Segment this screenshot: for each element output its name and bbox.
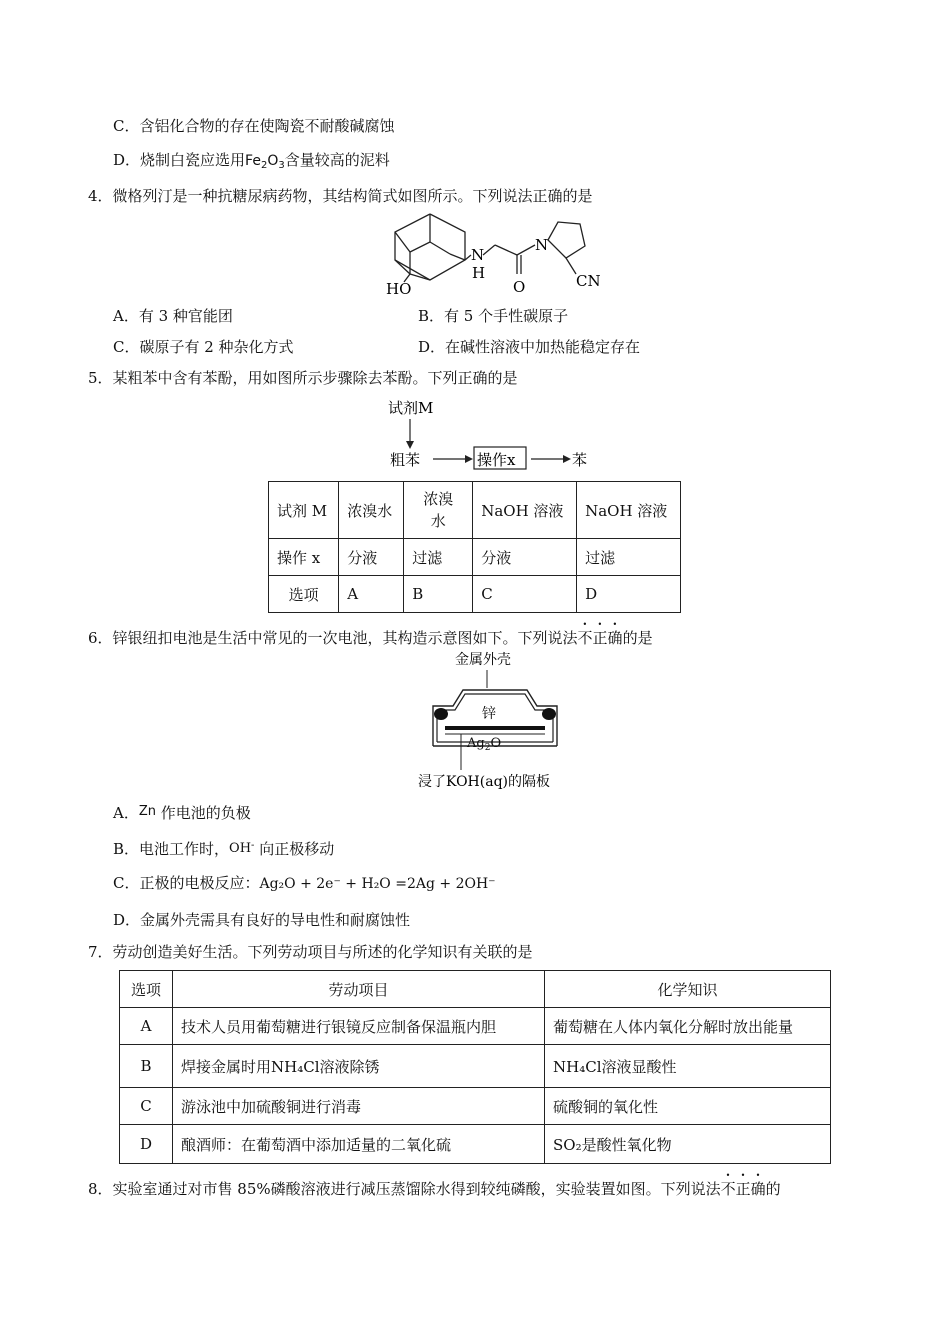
q5-flow-diagram xyxy=(385,395,605,475)
table-cell: 试剂 M xyxy=(269,482,339,539)
svg-text:操作x: 操作x xyxy=(477,451,516,469)
table-cell: 焊接金属时用NH₄Cl溶液除锈 xyxy=(173,1045,545,1088)
svg-text:Ag2O: $Ag_2O$ xyxy=(467,736,502,753)
q4-option-d: D．在碱性溶液中加热能稳定存在 xyxy=(418,338,641,356)
table-cell: 技术人员用葡萄糖进行银镜反应制备保温瓶内胆 xyxy=(173,1008,545,1045)
q4-stem: 4．微格列汀是一种抗糖尿病药物，其结构简式如图所示。下列说法正确的是 xyxy=(88,187,593,205)
table-cell: 选项 xyxy=(269,576,339,613)
svg-text:N: N xyxy=(535,236,549,254)
q6-option-a: A．Zn 作电池的负极 xyxy=(113,804,251,822)
table-cell: D xyxy=(577,576,681,613)
table-cell: 浓溴 水 xyxy=(404,482,473,539)
table-row xyxy=(120,1088,831,1125)
table-cell: 操作 x xyxy=(269,539,339,576)
table-cell: B xyxy=(404,576,473,613)
table-cell: 酿酒师：在葡萄酒中添加适量的二氧化硫 xyxy=(173,1125,545,1164)
svg-text:O: O xyxy=(513,278,526,296)
q6-option-b: B．电池工作时，OH- 向正极移动 xyxy=(113,840,335,858)
q5-stem: 5．某粗苯中含有苯酚，用如图所示步骤除去苯酚。下列正确的是 xyxy=(88,369,518,387)
q6-option-c: C．正极的电极反应：Ag₂O + 2e⁻ + H₂O =2Ag + 2OH⁻ xyxy=(113,874,496,892)
table-cell: NH₄Cl溶液显酸性 xyxy=(545,1045,831,1088)
table-cell: D xyxy=(120,1125,173,1164)
svg-text:试剂M: 试剂M xyxy=(388,399,434,417)
q8-stem: 8．实验室通过对市售 85%磷酸溶液进行减压蒸馏除水得到较纯磷酸，实验装置如图。下列说法不正确的 xyxy=(88,1180,781,1198)
table-cell: 浓溴水 xyxy=(339,482,404,539)
q3-option-d: D．烧制白瓷应选用$Fe_2O_3$含量较高的泥料 xyxy=(113,151,390,171)
svg-text:CN: CN xyxy=(576,272,601,290)
svg-text:H: H xyxy=(472,264,486,282)
svg-text:N: N xyxy=(471,246,485,264)
table-cell: C xyxy=(473,576,577,613)
table-cell: 过滤 xyxy=(577,539,681,576)
table-row xyxy=(269,539,681,576)
table-cell: SO₂是酸性氧化物 xyxy=(545,1125,831,1164)
vildagliptin-structure xyxy=(380,212,620,302)
table-cell: A xyxy=(120,1008,173,1045)
table-cell: NaOH 溶液 xyxy=(473,482,577,539)
q4-option-a: A．有 3 种官能团 xyxy=(113,307,233,325)
q5-table xyxy=(268,481,681,613)
table-cell: C xyxy=(120,1088,173,1125)
table-cell: A xyxy=(339,576,404,613)
svg-text:金属外壳: 金属外壳 xyxy=(455,652,511,668)
table-cell: B xyxy=(120,1045,173,1088)
table-row xyxy=(120,1125,831,1164)
table-cell: 分液 xyxy=(473,539,577,576)
svg-text:锌: 锌 xyxy=(482,706,496,722)
table-header-row xyxy=(120,971,831,1008)
table-row xyxy=(269,482,681,539)
table-cell: 过滤 xyxy=(404,539,473,576)
svg-text:粗苯: 粗苯 xyxy=(390,451,421,469)
table-cell: 硫酸铜的氧化性 xyxy=(545,1088,831,1125)
q3-option-c: C．含铝化合物的存在使陶瓷不耐酸碱腐蚀 xyxy=(113,117,395,135)
table-header: 化学知识 xyxy=(545,971,831,1008)
table-header: 选项 xyxy=(120,971,173,1008)
fe2o3-formula: $Fe_2O_3$ xyxy=(245,153,285,171)
table-cell: 分液 xyxy=(339,539,404,576)
svg-text:苯: 苯 xyxy=(572,451,588,469)
table-row xyxy=(269,576,681,613)
table-cell: 葡萄糖在人体内氧化分解时放出能量 xyxy=(545,1008,831,1045)
table-row xyxy=(120,1045,831,1088)
q7-table xyxy=(119,970,831,1164)
q6-stem: 6．锌银纽扣电池是生活中常见的一次电池，其构造示意图如下。下列说法不正确的是 xyxy=(88,629,653,647)
table-header: 劳动项目 xyxy=(173,971,545,1008)
table-cell: NaOH 溶液 xyxy=(577,482,681,539)
q6-option-d: D．金属外壳需具有良好的导电性和耐腐蚀性 xyxy=(113,911,411,929)
svg-text:HO: HO xyxy=(386,280,412,298)
button-battery-diagram xyxy=(415,648,575,793)
q4-option-b: B．有 5 个手性碳原子 xyxy=(418,307,569,325)
table-cell: 游泳池中加硫酸铜进行消毒 xyxy=(173,1088,545,1125)
svg-text:浸了KOH(aq)的隔板: 浸了KOH(aq)的隔板 xyxy=(418,774,551,790)
table-row xyxy=(120,1008,831,1045)
q7-stem: 7．劳动创造美好生活。下列劳动项目与所述的化学知识有关联的是 xyxy=(88,943,533,961)
q4-option-c: C．碳原子有 2 种杂化方式 xyxy=(113,338,294,356)
